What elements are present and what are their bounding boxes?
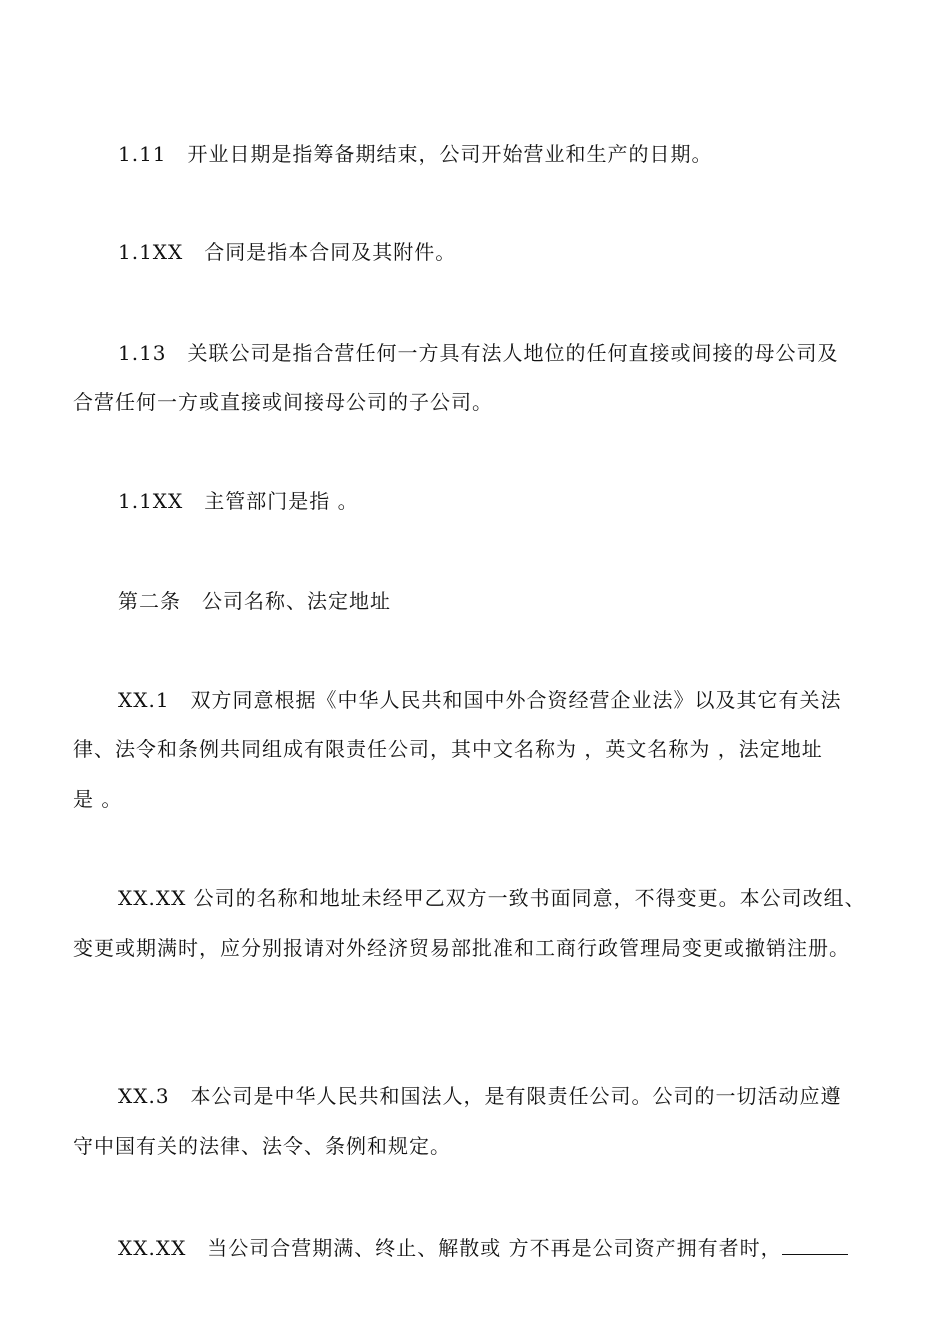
paragraph-xx-1-line-1: XX.1 双方同意根据《中华人民共和国中外合资经营企业法》以及其它有关法: [118, 688, 842, 712]
paragraph-xx-xx-term-text: XX.XX 当公司合营期满、终止、解散或 方不再是公司资产拥有者时，: [118, 1236, 782, 1260]
paragraph-xx-xx-name-line-2: 变更或期满时，应分别报请对外经济贸易部批准和工商行政管理局变更或撤销注册。: [73, 936, 850, 960]
paragraph-xx-xx-term: [118, 1234, 848, 1262]
paragraph-1-13-line-1: 1.13 关联公司是指合营任何一方具有法人地位的任何直接或间接的母公司及: [118, 341, 839, 365]
section-heading-article-2: 第二条 公司名称、法定地址: [118, 589, 391, 613]
paragraph-xx-1-line-2: 律、法令和条例共同组成有限责任公司，其中文名称为 ，英文名称为 ，法定地址: [73, 737, 823, 761]
paragraph-1-11: 1.11 开业日期是指筹备期结束，公司开始营业和生产的日期。: [118, 142, 713, 166]
fill-in-blank: [782, 1236, 848, 1255]
paragraph-xx-xx-name-line-1: XX.XX 公司的名称和地址未经甲乙双方一致书面同意，不得变更。本公司改组、: [118, 886, 866, 910]
paragraph-1-1xx-authority: 1.1XX 主管部门是指 。: [118, 489, 359, 513]
paragraph-xx-3-line-2: 守中国有关的法律、法令、条例和规定。: [73, 1134, 451, 1158]
paragraph-1-13-line-2: 合营任何一方或直接或间接母公司的子公司。: [73, 390, 493, 414]
paragraph-1-1xx-contract: 1.1XX 合同是指本合同及其附件。: [118, 240, 457, 264]
paragraph-xx-1-line-3: 是 。: [73, 787, 123, 811]
paragraph-xx-3-line-1: XX.3 本公司是中华人民共和国法人，是有限责任公司。公司的一切活动应遵: [118, 1084, 842, 1108]
